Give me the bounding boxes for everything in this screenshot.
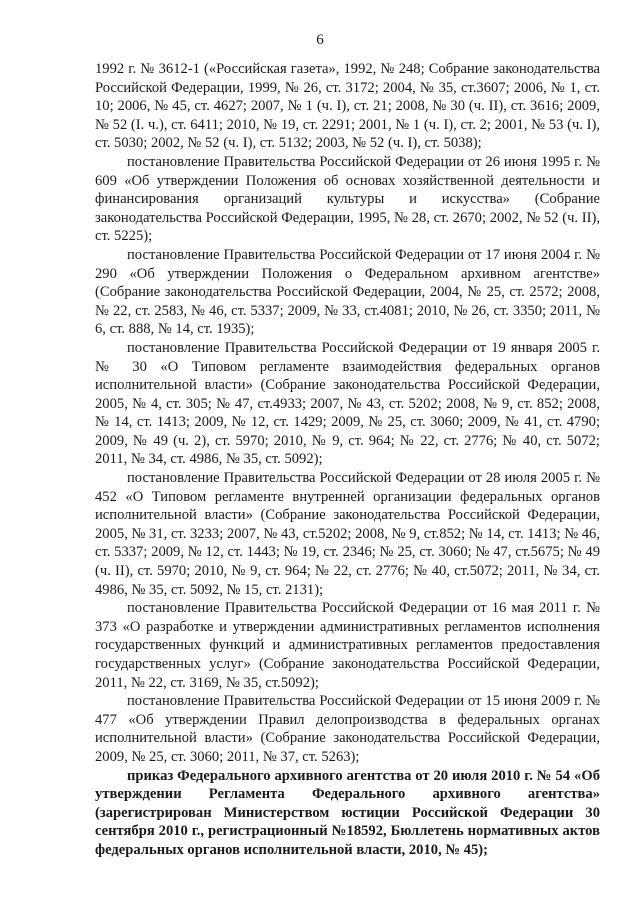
paragraph-resolution-2004-290: постановление Правительства Российской Федерации от 17 июня 2004 г. № 290 «Об утверждении Положения о Федеральном архивном агентстве» (Собрание законодательства Российской Федерации, 2004, № 25, ст. 2572; 2008, № 22, ст. 2583, № 46, ст. 5337; 2009, № 33, ст.4081; 2010, № 26, ст. 3350; 2011, № 6, ст. 888, № 14, ст. 1935); (95, 246, 600, 338)
paragraph-resolution-2011-373: постановление Правительства Российской Федерации от 16 мая 2011 г. № 373 «О разработке и утверждении административных регламентов исполнения государственных функций и административных регламентов предоставления государственных услуг» (Собрание законодательства Российской Федерации, 2011, № 22, ст. 3169, № 35, ст.5092); (95, 600, 600, 691)
paragraph-law-1992-citations: 1992 г. № 3612-1 («Российская газета», 1992, № 248; Собрание законодательства Российской Федерации, 1999, № 26, ст. 3172; 2004, № 35, ст.3607; 2006, № 1, ст. 10; 2006, № 45, ст. 4627; 2007, № 1 (ч. I), ст. 21; 2008, № 30 (ч. II), ст. 3616; 2009, № 52 (I. ч.), ст. 6411; 2010, № 19, ст. 2291; 2001, № 1 (ч. I), ст. 2; 2001, № 53 (ч. I), ст. 5030; 2002, № 52 (ч. I), ст. 5132; 2003, № 52 (ч. I), ст. 5038); (95, 61, 600, 152)
document-body (95, 60, 600, 860)
paragraph-resolution-2005-30: постановление Правительства Российской Федерации от 19 января 2005 г. № 30 «О Типовом регламенте взаимодействия федеральных органов исполнительной власти» (Собрание законодательства Российской Федерации, 2005, № 4, ст. 305; № 47, ст.4933; 2007, № 43, ст. 5202; 2008, № 9, ст. 852; 2008, № 14, ст. 1413; 2009, № 12, ст. 1429; 2009, № 25, ст. 3060; 2009, № 41, ст. 4790; 2009, № 49 (ч. 2), ст. 5970; 2010, № 9, ст. 964; № 22, ст. 2776; № 40, ст. 5072; 2011, № 34, ст. 4986, № 35, ст. 5092); (95, 339, 600, 468)
paragraph-order-2010-54: приказ Федерального архивного агентства от 20 июля 2010 г. № 54 «Об утверждении Регламента Федерального архивного агентства» (зарегистрирован Министерством юстиции Российской Федерации 30 сентября 2010 г., регистрационный №18592, Бюллетень нормативных актов федеральных органов исполнительной власти, 2010, № 45); (95, 767, 600, 858)
page-number: 6 (316, 32, 324, 48)
paragraph-resolution-1995-609: постановление Правительства Российской Федерации от 26 июня 1995 г. № 609 «Об утверждении Положения об основах хозяйственной деятельности и финансирования организаций культуры и искусства» (Собрание законодательства Российской Федерации, 1995, № 28, ст. 2670; 2002, № 52 (ч. II), ст. 5225); (95, 153, 600, 245)
paragraph-resolution-2009-477: постановление Правительства Российской Федерации от 15 июня 2009 г. № 477 «Об утверждении Правил делопроизводства в федеральных органах исполнительной власти» (Собрание законодательства Российской Федерации, 2009, № 25, ст. 3060; 2011, № 37, ст. 5263); (95, 693, 600, 765)
paragraph-resolution-2005-452: постановление Правительства Российской Федерации от 28 июля 2005 г. № 452 «О Типовом регламенте внутренней организации федеральных органов исполнительной власти» (Собрание законодательства Российской Федерации, 2005, № 31, ст. 3233; 2007, № 43, ст.5202; 2008, № 9, ст.852; № 14, ст. 1413; № 46, ст. 5337; 2009, № 12, ст. 1443; № 19, ст. 2346; № 25, ст. 3060; № 47, ст.5675; № 49 (ч. II), ст. 5970; 2010, № 9, ст. 964; № 22, ст. 2776; № 40, ст.5072; 2011, № 34, ст. 4986, № 35, ст. 5092, № 15, ст. 2131); (95, 470, 601, 598)
